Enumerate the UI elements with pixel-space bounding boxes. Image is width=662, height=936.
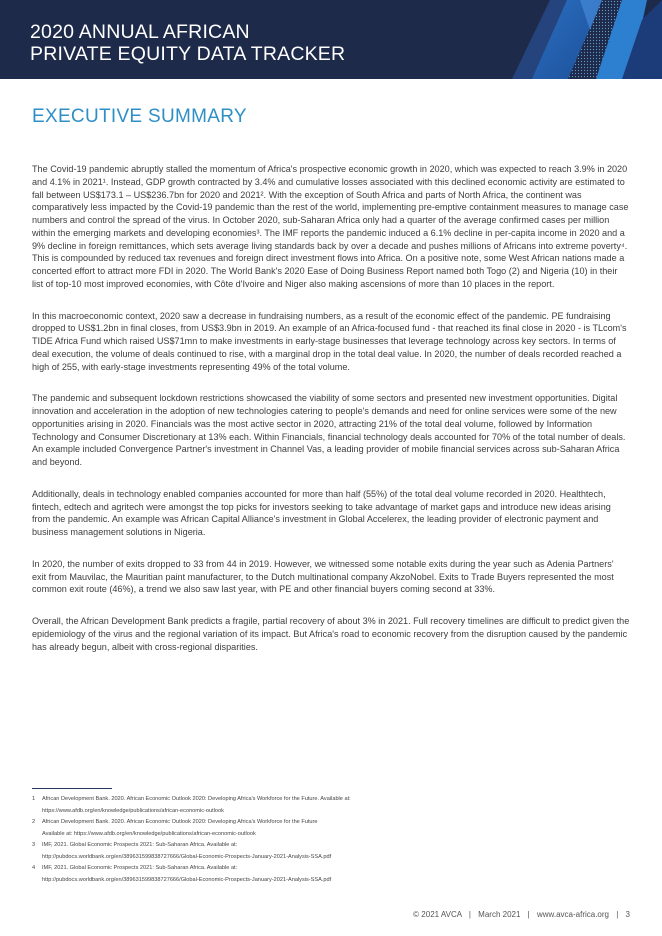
footnote-number: 4 <box>32 865 36 871</box>
footnote-link[interactable]: http://pubdocs.worldbank.org/en/389631599838727666/Global-Economic-Prospects-January-2021-Analysis-SSA.pdf <box>42 853 332 860</box>
footer-separator: | <box>527 910 530 919</box>
paragraph: In this macroeconomic context, 2020 saw a decrease in fundraising numbers, as a result of the economic effect of the pandemic. PE fundraising dropped to US$1.2bn in final closes, from US$3.9bn in 2019. An example of an Africa-focused fund - that reached its final close in 2020 - is TLcom's TIDE Africa Fund which raised US$71mn to make investments in early-stage businesses that leverage technology across key sectors. In terms of deal execution, the volume of deals continued to rise, with a marginal drop in the total deal value. In 2020, the number of deals recorded reached a high of 255, with early-stage investments representing 49% of the total volume. <box>32 310 627 372</box>
report-title <box>30 22 345 65</box>
page-header <box>0 0 662 79</box>
paragraph: The Covid-19 pandemic abruptly stalled the momentum of Africa's prospective economic growth in 2020, which was expected to reach 3.9% in 2020 and 4.1% in 2021¹. Instead, GDP growth contracted by 3.4% and cumulative losses associated with this declined economic activity are estimated to fall between US$173.1 – US$236.7bn for 2020 and 2021². With the exception of South Africa and parts of North Africa, the continent was comparatively less impacted by the Covid-19 pandemic than the rest of the world, implementing pre-emptive containment measures to manage case numbers and control the spread of the virus. In October 2020, sub-Saharan Africa only had a quarter of the average confirmed cases per million within the emerging markets and developing economies³. The IMF reports the pandemic induced a 6.1% decline in per-capita income in 2020 and a 9% decline in foreign remittances, which sets average living standards back by over a decade and pushes millions of Africans into extreme poverty⁴. This is compounded by reduced tax revenues and foreign direct investment flows into Africa. On a positive note, some West African nations made a concerted effort to attract more FDI in 2020. The World Bank's 2020 Ease of Doing Business Report named both Togo (2) and Nigeria (10) in their list of top-10 most improved economies, with Côte d'Ivoire and Niger also making ascensions of more than 10 places in the report. <box>32 164 629 289</box>
footnote-divider <box>32 788 112 789</box>
report-title-line2: PRIVATE EQUITY DATA TRACKER <box>30 42 346 65</box>
paragraph: Overall, the African Development Bank predicts a fragile, partial recovery of about 3% in 2021. Full recovery timelines are difficult to predict given the epidemiology of the virus and the regional variation of its impact. But Africa's road to economic recovery from the disruption caused by the pandemic has already begun, albeit with cross-regional disparities. <box>32 616 630 652</box>
footnote-number: 2 <box>32 819 36 825</box>
footnote-text: African Development Bank. 2020. African Economic Outlook 2020: Developing Africa's Workforce for the Future. Available at: <box>42 796 351 802</box>
footnote-number: 1 <box>32 796 36 802</box>
footer-separator: | <box>616 910 619 919</box>
footnote-text: African Development Bank. 2020. African Economic Outlook 2020: Developing Africa's Workforce for the Future <box>42 819 318 825</box>
footer-website[interactable]: www.avca-africa.org <box>536 910 609 919</box>
footer-copyright: © 2021 AVCA <box>413 910 462 919</box>
footnote <box>32 863 632 886</box>
footnote-text: IMF, 2021. Global Economic Prospects 2021: Sub-Saharan Africa. Available at: <box>42 865 238 871</box>
paragraph: The pandemic and subsequent lockdown restrictions showcased the viability of some sectors and presented new investment opportunities. Digital innovation and acceleration in the adoption of new technologies catering to people's demands and need for online services were some of the new opportunities arising in 2020. Financials was the most active sector in 2020, attracting 21% of the total deal volume, followed by Information Technology and Consumer Discretionary at 13% each. Within Financials, financial technology deals accounted for 70% of the total number of deals. An example included Convergence Partner's investment in Channel Vas, a leading provider of mobile financial services across sub-Saharan Africa and beyond. <box>32 393 626 467</box>
footnote-number: 3 <box>32 842 36 848</box>
header-decoration <box>472 0 662 79</box>
footnote-link[interactable]: https://www.afdb.org/en/knowledge/publications/african-economic-outlook <box>42 807 224 814</box>
footnotes <box>32 794 632 886</box>
paragraph: Additionally, deals in technology enabled companies accounted for more than half (55%) of the total deal volume recorded in 2020. Healthtech, fintech, edtech and agritech were amongst the top picks for investors seeking to take advantage of market gaps and introduce new ideas arising from the pandemic. An example was African Capital Alliance's investment in Global Accelerex, the leading provider of electronic payment and business management solutions in Nigeria. <box>32 488 611 537</box>
page-footer <box>413 910 630 919</box>
footnote <box>32 840 632 863</box>
report-title-line1: 2020 ANNUAL AFRICAN <box>30 21 250 43</box>
footer-date: March 2021 <box>478 910 521 919</box>
footnote-link[interactable]: http://pubdocs.worldbank.org/en/389631599838727666/Global-Economic-Prospects-January-2021-Analysis-SSA.pdf <box>42 876 332 883</box>
page-number: 3 <box>625 910 630 919</box>
footnote-link[interactable]: Available at: https://www.afdb.org/en/knowledge/publications/african-economic-outlook <box>42 830 256 837</box>
paragraph: In 2020, the number of exits dropped to 33 from 44 in 2019. However, we witnessed some notable exits during the year such as Adenia Partners' exit from Mauvilac, the Mauritian paint manufacturer, to the Dutch multinational company AkzoNobel. Exits to Trade Buyers represented the most common exit route (46%), a trend we also saw last year, with PE and other financial buyers coming second at 33%. <box>32 558 614 595</box>
footer-separator: | <box>468 910 471 919</box>
footnote <box>32 794 632 817</box>
section-title: EXECUTIVE SUMMARY <box>32 106 247 127</box>
footnote <box>32 817 632 840</box>
executive-summary-body <box>32 163 630 672</box>
footnote-text: IMF, 2021. Global Economic Prospects 2021: Sub-Saharan Africa. Available at: <box>42 842 238 848</box>
